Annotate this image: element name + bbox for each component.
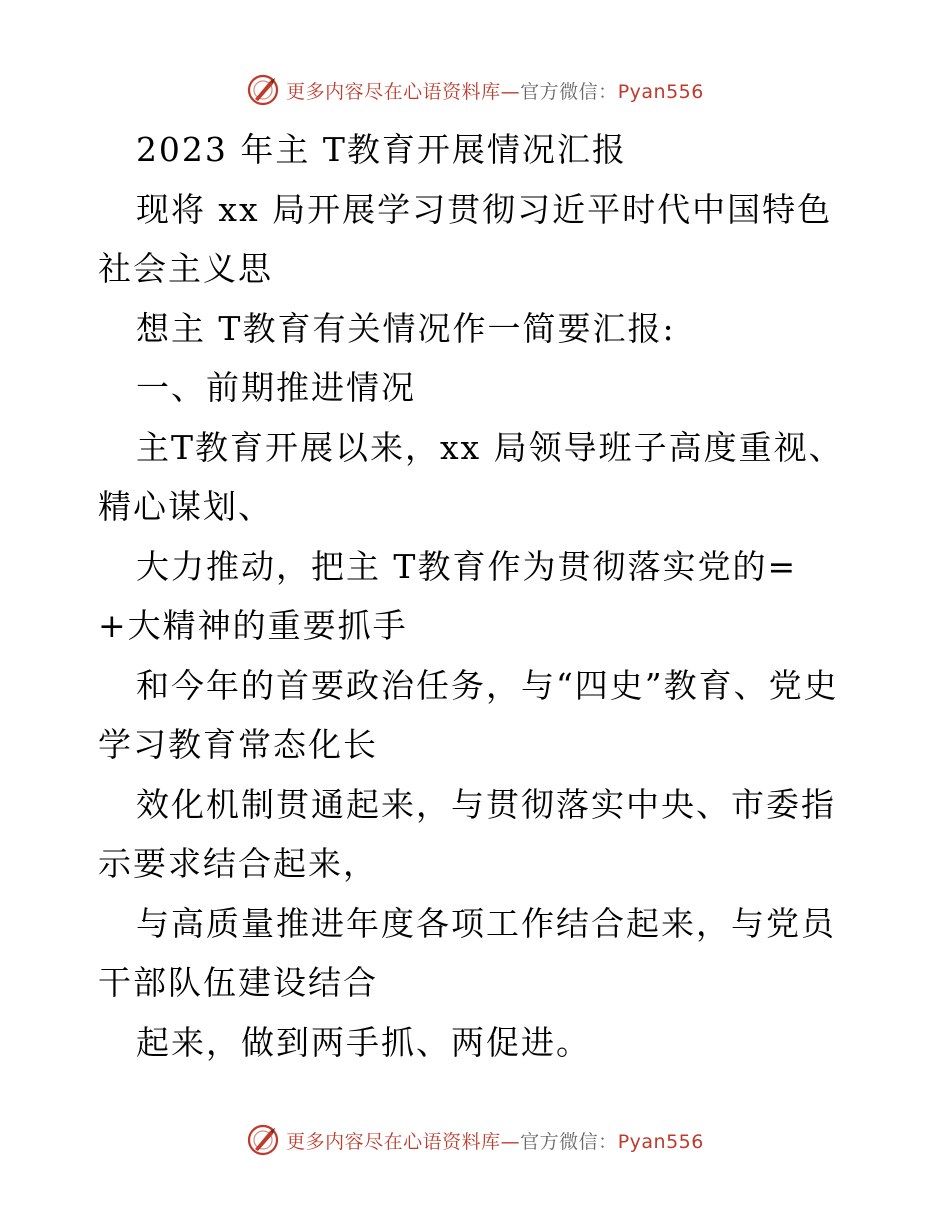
watermark-id: Pyan556 <box>617 80 704 103</box>
document-title: 2023 年主 T教育开展情况汇报 <box>135 130 627 169</box>
watermark-id: Pyan556 <box>617 1130 704 1153</box>
document-body <box>98 120 858 1072</box>
watermark-slogan: 更多内容尽在心语资料库 <box>286 80 501 103</box>
paragraph: 与高质量推进年度各项工作结合起来，与党员干部队伍建设结合 <box>98 903 836 1002</box>
footer-watermark <box>0 1120 950 1160</box>
quill-logo-icon <box>246 73 280 107</box>
paragraph: 现将 xx 局开展学习贯彻习近平时代中国特色社会主义思 <box>98 189 833 288</box>
paragraph: 效化机制贯通起来，与贯彻落实中央、市委指示要求结合起来， <box>98 784 836 883</box>
watermark-dash: — <box>500 1130 521 1153</box>
watermark-dash: — <box>500 80 521 103</box>
paragraph: 大力推动，把主 T教育作为贯彻落实党的=+大精神的重要抓手 <box>98 546 798 645</box>
section-heading: 一、前期推进情况 <box>135 368 416 407</box>
paragraph: 主T教育开展以来，xx 局领导班子高度重视、精心谋划、 <box>98 427 844 526</box>
paragraph: 想主 T教育有关情况作一简要汇报: <box>135 308 676 348</box>
header-watermark <box>0 70 950 110</box>
watermark-text <box>286 1127 704 1154</box>
paragraph: 起来，做到两手抓、两促进。 <box>135 1022 591 1062</box>
watermark-slogan: 更多内容尽在心语资料库 <box>286 1130 501 1153</box>
paragraph: 和今年的首要政治任务，与“四史”教育、党史学习教育常态化长 <box>98 665 839 764</box>
quill-logo-icon <box>246 1123 280 1157</box>
watermark-text <box>286 77 704 104</box>
watermark-official: 官方微信： <box>520 1130 618 1153</box>
watermark-official: 官方微信： <box>520 80 618 103</box>
